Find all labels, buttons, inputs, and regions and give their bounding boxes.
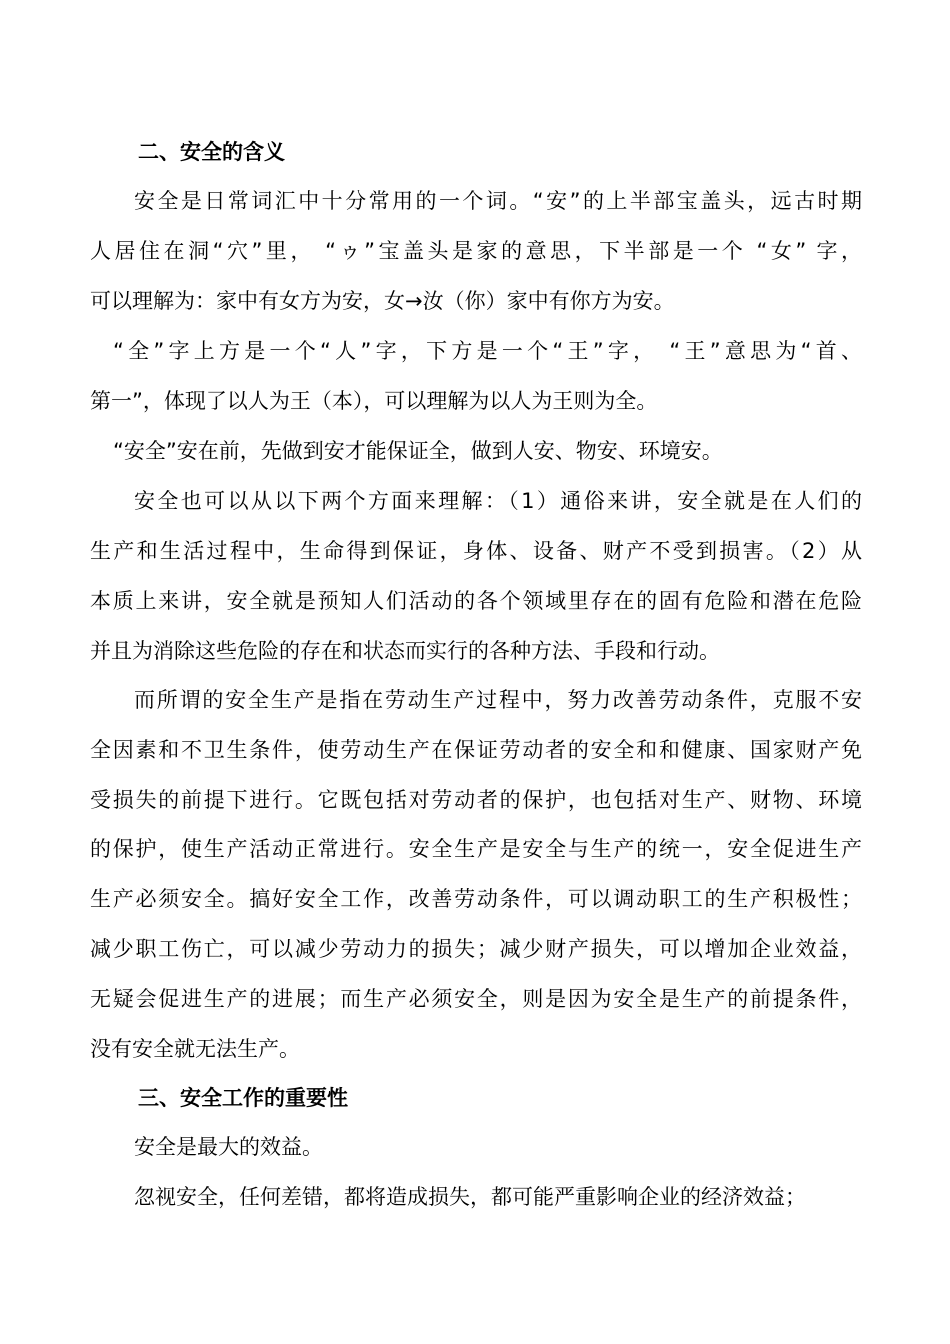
paragraph-line: 安全是日常词汇中十分常用的一个词。“安”的上半部宝盖头，远古时期 <box>134 189 862 213</box>
paragraph-line: 没有安全就无法生产。 <box>90 1037 300 1061</box>
paragraph-line: “全”字上方是一个“人”字，下方是一个“王”字， “王”意思为“首、 <box>113 339 862 363</box>
paragraph-line: 可以理解为：家中有女方为安，女→汝（你）家中有你方为安。 <box>90 289 675 313</box>
paragraph-line: 人居住在洞“穴”里， “ゥ”宝盖头是家的意思，下半部是一个 “女” 字， <box>90 239 862 263</box>
paragraph-line: 生产必须安全。搞好安全工作，改善劳动条件，可以调动职工的生产积极性； <box>90 887 862 911</box>
paragraph-line: 安全也可以从以下两个方面来理解：（1）通俗来讲，安全就是在人们的 <box>134 489 862 513</box>
paragraph-line: “安全”安在前，先做到安才能保证全，做到人安、物安、环境安。 <box>113 439 723 463</box>
paragraph-line: 安全是最大的效益。 <box>134 1135 323 1159</box>
paragraph-line: 无疑会促进生产的进展；而生产必须安全，则是因为安全是生产的前提条件， <box>90 987 862 1011</box>
paragraph-line: 本质上来讲，安全就是预知人们活动的各个领域里存在的固有危险和潜在危险 <box>90 589 862 613</box>
paragraph-line: 而所谓的安全生产是指在劳动生产过程中，努力改善劳动条件，克服不安 <box>134 688 862 712</box>
paragraph-line: 全因素和不卫生条件，使劳动生产在保证劳动者的安全和和健康、国家财产免 <box>90 738 862 762</box>
section-heading-meaning: 二、安全的含义 <box>138 140 285 164</box>
paragraph-line: 第一”，体现了以人为王（本），可以理解为以人为王则为全。 <box>90 389 658 413</box>
paragraph-line: 受损失的前提下进行。它既包括对劳动者的保护，也包括对生产、财物、环境 <box>90 788 862 812</box>
section-heading-importance: 三、安全工作的重要性 <box>138 1086 348 1110</box>
paragraph-line: 并且为消除这些危险的存在和状态而实行的各种方法、手段和行动。 <box>90 639 720 663</box>
paragraph-line: 的保护，使生产活动正常进行。安全生产是安全与生产的统一，安全促进生产 <box>90 837 862 861</box>
paragraph-line: 忽视安全，任何差错，都将造成损失，都可能严重影响企业的经济效益； <box>134 1185 806 1209</box>
paragraph-line: 生产和生活过程中，生命得到保证，身体、设备、财产不受到损害。（2）从 <box>90 539 862 563</box>
paragraph-line: 减少职工伤亡，可以减少劳动力的损失；减少财产损失，可以增加企业效益， <box>90 937 862 961</box>
